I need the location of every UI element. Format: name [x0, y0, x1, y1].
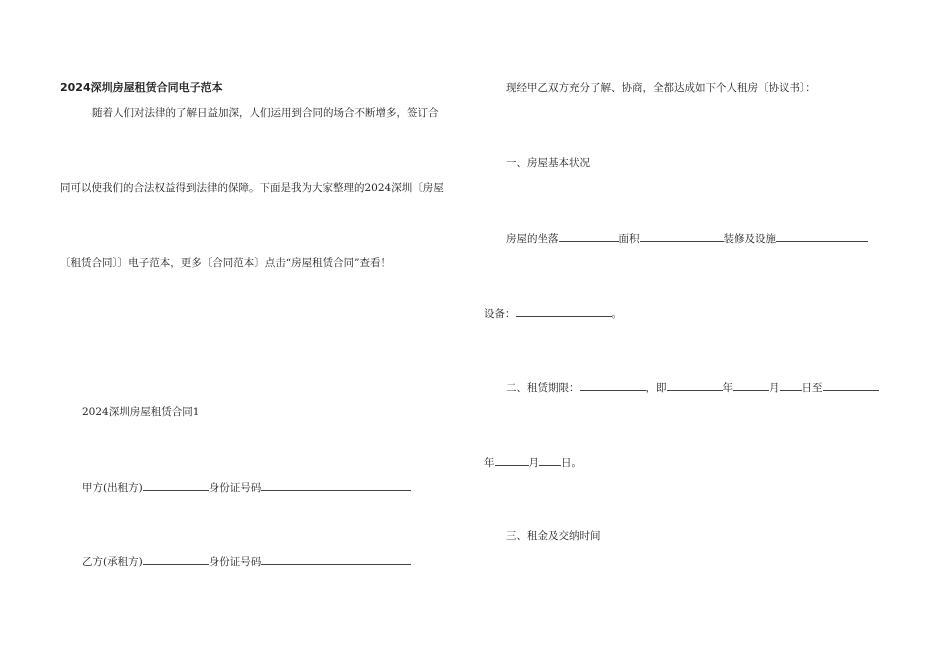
end-month-label: 月: [528, 457, 539, 469]
end-year-blank[interactable]: [823, 380, 879, 391]
decoration-label: 装修及设施: [723, 233, 776, 245]
area-label: 面积: [618, 233, 640, 245]
day-to-label: 日至: [801, 382, 823, 394]
location-label: 房屋的坐落: [506, 233, 559, 245]
end-day-blank[interactable]: [539, 455, 561, 466]
start-day-blank[interactable]: [780, 380, 802, 391]
term-row: [506, 380, 879, 395]
party-b-id-label: 身份证号码: [208, 556, 262, 568]
document-title: 2024深圳房屋租赁合同电子范本: [60, 81, 223, 94]
section-2-heading: 二、租赁期限：: [506, 382, 580, 394]
section-1-heading: 一、房屋基本状况: [506, 157, 590, 169]
location-row: [506, 231, 868, 246]
party-a-row: [82, 480, 411, 495]
term-end-row: [484, 455, 582, 470]
location-blank[interactable]: [559, 231, 619, 242]
end-year-label: 年: [484, 457, 495, 469]
contract-heading: 2024深圳房屋租赁合同1: [82, 406, 200, 418]
intro-line-1: 随着人们对法律的了解日益加深，人们运用到合同的场合不断增多，签订合: [92, 107, 439, 119]
party-a-id-label: 身份证号码: [208, 482, 262, 494]
end-month-blank[interactable]: [495, 455, 529, 466]
party-b-label: 乙方(承租方): [82, 556, 143, 568]
party-b-id-blank[interactable]: [261, 554, 411, 565]
section-3-heading: 三、租金及交纳时间: [506, 530, 601, 542]
area-blank[interactable]: [640, 231, 724, 242]
end-day-label: 日。: [561, 457, 582, 469]
start-month-blank[interactable]: [733, 380, 769, 391]
party-a-id-blank[interactable]: [261, 480, 411, 491]
term-ji: ，即: [645, 382, 667, 394]
equipment-row: [484, 306, 622, 321]
equipment-blank[interactable]: [516, 306, 612, 317]
intro-line-3: 〔租赁合同〕〕电子范本，更多〔合同范本〕点击“房屋租赁合同”查看！: [60, 257, 391, 269]
year-label: 年: [722, 382, 733, 394]
decoration-blank[interactable]: [776, 231, 868, 242]
party-b-name-blank[interactable]: [143, 554, 209, 565]
party-a-label: 甲方(出租方): [82, 482, 143, 494]
equipment-label: 设备：: [484, 308, 516, 320]
party-b-row: [82, 554, 411, 569]
party-a-name-blank[interactable]: [143, 480, 209, 491]
intro-line-2: 同可以使我们的合法权益得到法律的保障。下面是我为大家整理的2024深圳〔房屋: [60, 182, 444, 194]
term-blank[interactable]: [580, 380, 646, 391]
agreement-line: 现经甲乙双方充分了解、协商，全都达成如下个人租房〔协议书〕：: [506, 82, 816, 94]
equipment-end: 。: [611, 308, 622, 320]
month-label: 月: [769, 382, 780, 394]
start-year-blank[interactable]: [667, 380, 723, 391]
